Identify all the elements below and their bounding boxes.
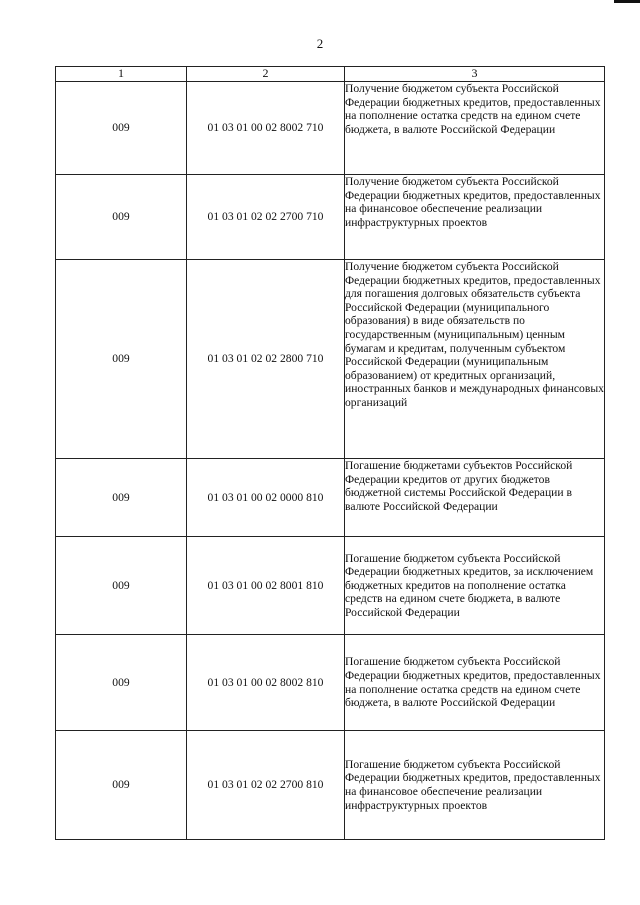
admin-code-cell: 009 [56,635,187,731]
kbk-code-cell: 01 03 01 00 02 8002 710 [187,82,345,175]
page-number: 2 [316,36,324,51]
admin-code-cell: 009 [56,731,187,840]
description-cell: Погашение бюджетами субъектов Российской Федерации кредитов от других бюджетов бюджетной системы Российской Федерации в валюте Российской Федерации [345,459,605,537]
table-row [56,260,605,459]
kbk-code-cell: 01 03 01 02 02 2700 810 [187,731,345,840]
admin-code-cell: 009 [56,175,187,260]
description-cell: Погашение бюджетом субъекта Российской Федерации бюджетных кредитов, предоставленных на пополнение остатка средств на едином счете бюджета, в валюте Российской Федерации [345,635,605,731]
budget-sources-table [55,66,605,840]
admin-code-cell: 009 [56,82,187,175]
admin-code-cell: 009 [56,459,187,537]
admin-code-cell: 009 [56,537,187,635]
kbk-code-cell: 01 03 01 00 02 0000 810 [187,459,345,537]
column-header-2: 2 [187,67,345,82]
table-row [56,731,605,840]
description-cell: Погашение бюджетом субъекта Российской Федерации бюджетных кредитов, предоставленных на финансовое обеспечение реализации инфраструктурных проектов [345,731,605,840]
description-cell: Погашение бюджетом субъекта Российской Федерации бюджетных кредитов, за исключением бюджетных кредитов на пополнение остатка средств на едином счете бюджета, в валюте Российской Федерации [345,537,605,635]
description-cell: Получение бюджетом субъекта Российской Федерации бюджетных кредитов, предоставленных на пополнение остатка средств на едином счете бюджета, в валюте Российской Федерации [345,82,605,175]
table-row [56,459,605,537]
scan-edge-mark [614,0,640,3]
kbk-code-cell: 01 03 01 00 02 8002 810 [187,635,345,731]
table-row [56,537,605,635]
kbk-code-cell: 01 03 01 02 02 2800 710 [187,260,345,459]
kbk-code-cell: 01 03 01 02 02 2700 710 [187,175,345,260]
table-row [56,82,605,175]
column-header-3: 3 [345,67,605,82]
table-header-row [56,67,605,82]
description-cell: Получение бюджетом субъекта Российской Федерации бюджетных кредитов, предоставленных на финансовое обеспечение реализации инфраструктурных проектов [345,175,605,260]
description-cell: Получение бюджетом субъекта Российской Федерации бюджетных кредитов, предоставленных для погашения долговых обязательств субъекта Российской Федерации (муниципального образования) в виде обязательств по государственным (муниципальным) ценным бумагам и кредитам, полученным субъектом Российской Федерации (муниципальным образованием) от кредитных организаций, иностранных банков и международных финансовых организаций [345,260,605,459]
kbk-code-cell: 01 03 01 00 02 8001 810 [187,537,345,635]
table-row [56,175,605,260]
table-row [56,635,605,731]
column-header-1: 1 [56,67,187,82]
admin-code-cell: 009 [56,260,187,459]
